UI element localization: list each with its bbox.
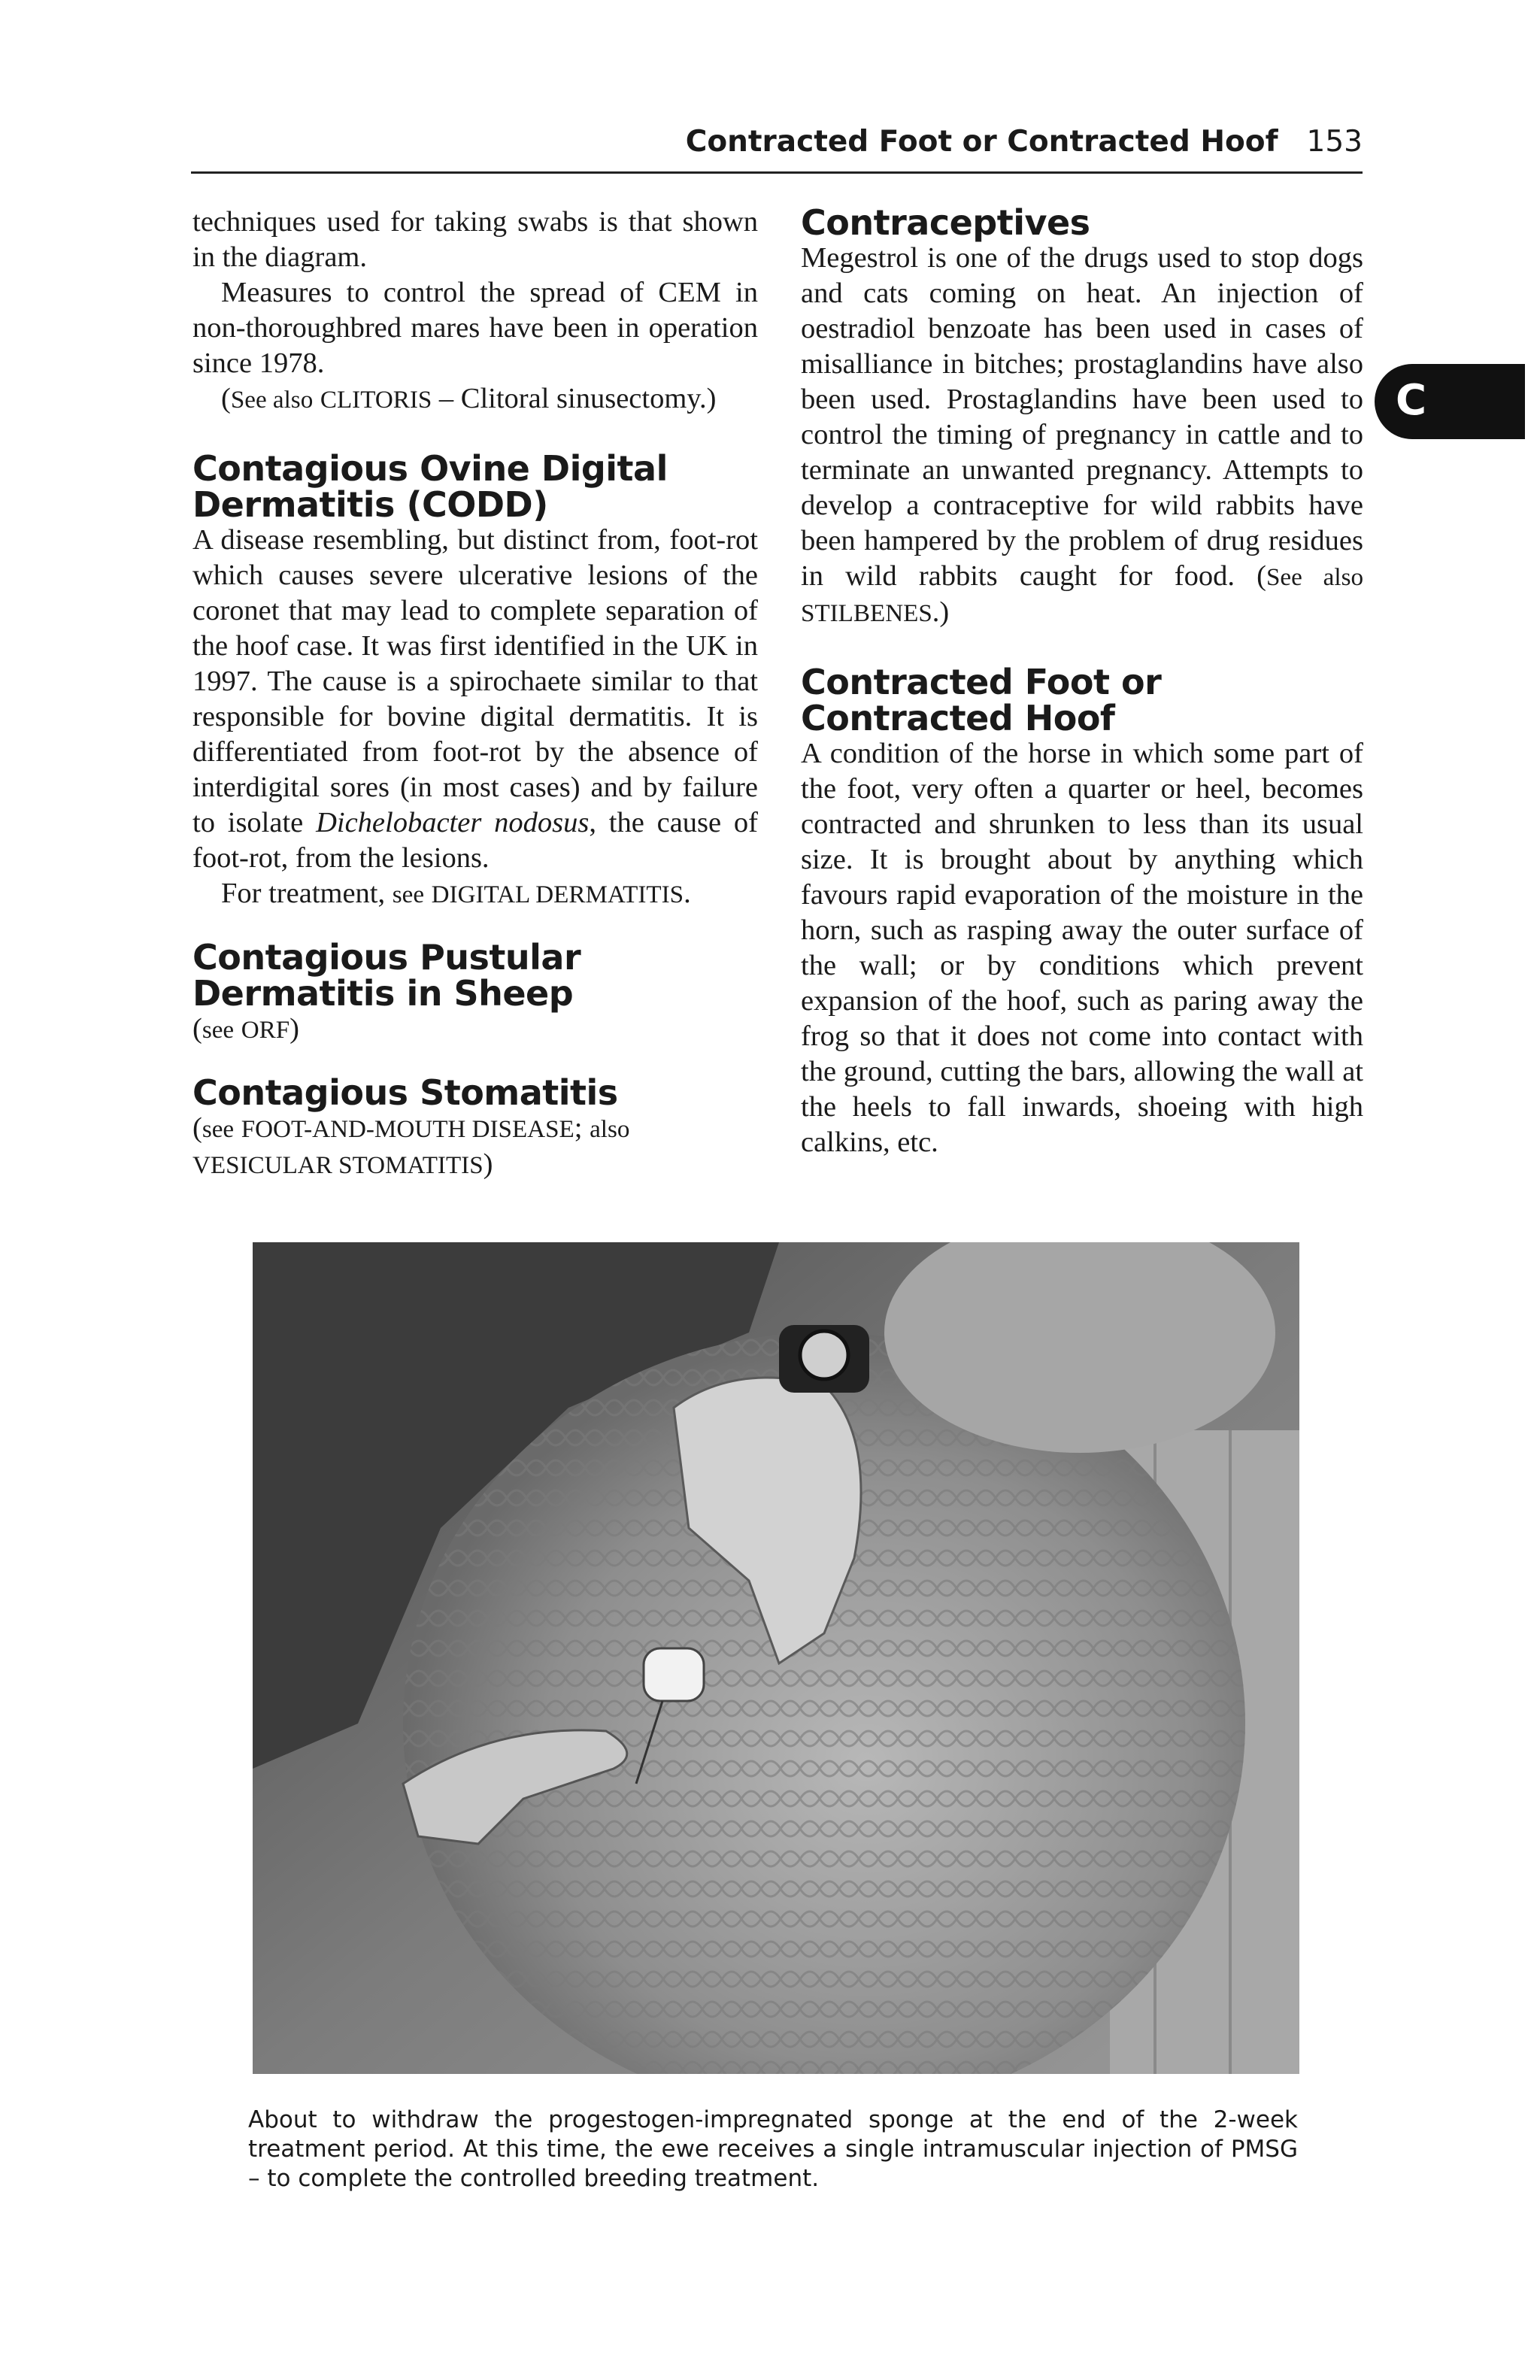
cross-reference-link[interactable]: STILBENES bbox=[801, 599, 932, 627]
codd-treatment: For treatment, see DIGITAL DERMATITIS. bbox=[221, 878, 691, 909]
cross-reference-link[interactable]: CLITORIS bbox=[320, 386, 432, 414]
running-head bbox=[191, 125, 1363, 159]
entry-heading-contracted-hoof: Contracted Foot or Contracted Hoof bbox=[801, 662, 1162, 738]
cross-reference-link[interactable]: DIGITAL DERMATITIS bbox=[431, 881, 684, 908]
contraceptives-paragraph: Megestrol is one of the drugs used to stop dogs and cats coming on heat. An injection of oestradiol benzoate has been used in cases of misalliance in bitches; prostaglandins have also been used. Prostaglandins have been used to control the timing of pregnancy in cattle and to terminate an unwanted pregnancy. Attempts to develop a contraceptive for wild rabbits have been hampered by the problem of drug residues in wild rabbits caught for food. (See also STILBENES.) bbox=[801, 242, 1364, 628]
cross-reference-link[interactable]: ORF bbox=[241, 1016, 290, 1044]
sheep-sponge-photo bbox=[253, 1242, 1299, 2074]
figure-photograph bbox=[253, 1242, 1299, 2074]
cem-paragraph: Measures to control the spread of CEM in non-thoroughbred mares have been in operation since 1978. bbox=[192, 277, 758, 379]
see-also-label: See also bbox=[230, 386, 314, 414]
thumb-index-tab bbox=[1375, 364, 1525, 439]
cross-reference-link[interactable]: VESICULAR STOMATITIS bbox=[192, 1151, 484, 1179]
figure-caption: About to withdraw the progestogen-impregnated sponge at the end of the 2-week treatment period. At this time, the ewe receives a single intramuscular injection of PMSG – to complete the controlled breeding treatment. bbox=[248, 2106, 1298, 2192]
entry-heading-codd: Contagious Ovine Digital Dermatitis (CODD) bbox=[192, 448, 668, 525]
running-head-title: Contracted Foot or Contracted Hoof bbox=[685, 125, 1278, 159]
contracted-hoof-paragraph: A condition of the horse in which some part of the foot, very often a quarter or heel, becomes contracted and shrunken to less than its usual size. It is brought about by anything which favours rapid evaporation of the moisture in the horn, such as rasping away the outer surface of the wall; or by conditions which prevent expansion of the hoof, such as paring away the frog so that it does not come into contact with the ground, cutting the bars, allowing the wall at the heels to fall inwards, shoeing with high calkins, etc. bbox=[801, 738, 1363, 1158]
codd-paragraph: A disease resembling, but distinct from, foot-rot which causes severe ulcerative lesions of the coronet that may lead to complete separation of the hoof case. It was first identified in the UK in 1997. The cause is a spirochaete similar to that responsible for bovine digital dermatitis. It is differentiated from foot-rot by the absence of interdigital sores (in most cases) and by failure to isolate Dichelobacter nodosus, the cause of foot-rot, from the lesions. bbox=[192, 524, 759, 874]
right-column bbox=[801, 202, 1364, 1160]
header-rule bbox=[191, 171, 1363, 174]
pustular-reference: (see ORF) bbox=[192, 1013, 299, 1044]
continuation-paragraph: techniques used for taking swabs is that shown in the diagram. bbox=[192, 206, 758, 273]
left-column bbox=[192, 205, 758, 1183]
thumb-index-letter: C bbox=[1396, 376, 1427, 425]
entry-heading-stomatitis: Contagious Stomatitis bbox=[192, 1072, 618, 1113]
stomatitis-reference: (see FOOT-AND-MOUTH DISEASE; also VESICULAR STOMATITIS) bbox=[192, 1112, 630, 1180]
page-number: 153 bbox=[1306, 125, 1363, 159]
see-also-clitoris: (See also CLITORIS – Clitoral sinusectomy.) bbox=[221, 383, 717, 414]
entry-heading-pustular: Contagious Pustular Dermatitis in Sheep bbox=[192, 937, 581, 1014]
entry-heading-contraceptives: Contraceptives bbox=[801, 202, 1090, 243]
cross-reference-link[interactable]: FOOT-AND-MOUTH DISEASE bbox=[241, 1115, 574, 1143]
species-name: Dichelobacter nodosus bbox=[316, 807, 590, 838]
